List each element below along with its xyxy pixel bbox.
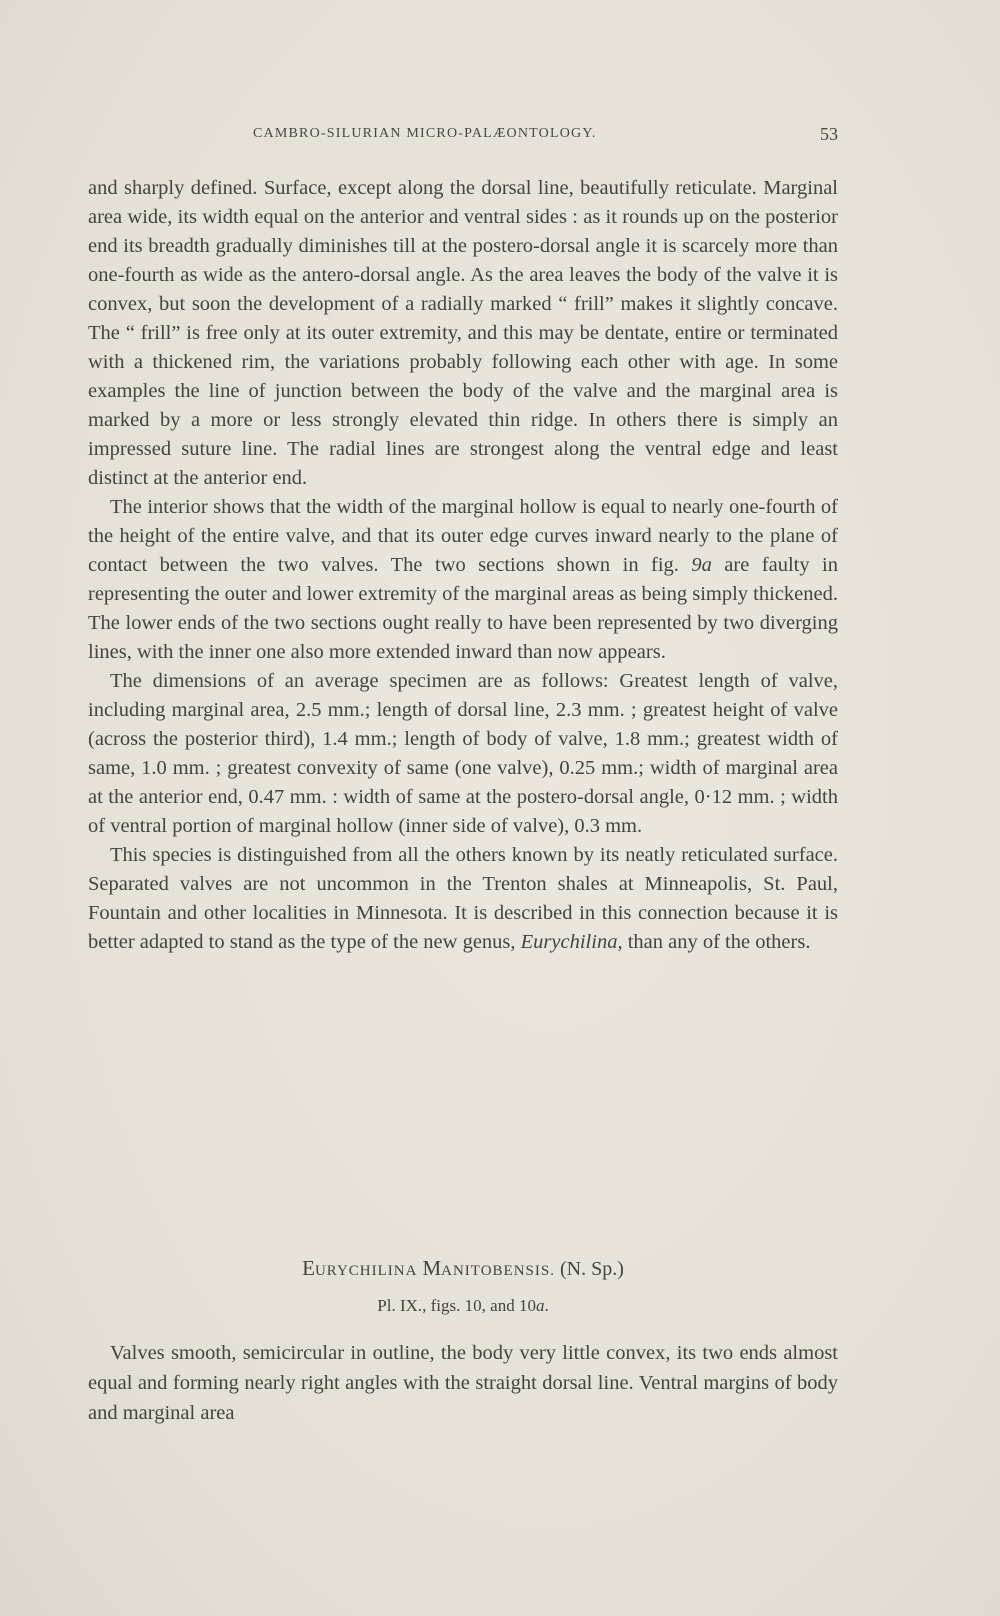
paragraph-text: than any of the others. xyxy=(622,931,811,953)
heading-smallcaps: URYCHILINA xyxy=(314,1263,418,1279)
page-number: 53 xyxy=(820,124,838,144)
paragraph-distinction xyxy=(88,841,838,957)
page-header xyxy=(88,124,838,148)
paragraph-text: are faulty in representing the outer and lower extremity of the marginal areas as being simply thickened. The lower ends of the two sections ought really to have been represented by two diverging lines, with the inner one also more extended inward than now appears. xyxy=(88,554,838,663)
species-heading xyxy=(88,1256,838,1281)
running-head: CAMBRO-SILURIAN MICRO-PALÆONTOLOGY. xyxy=(253,126,597,141)
paragraph-text: The interior shows that the width of the marginal hollow is equal to nearly one-fourth of the height of the entire valve, and that its outer edge curves inward nearly to the plane of contact between the two valves. The two sections shown in fig. xyxy=(88,496,838,576)
paragraph-continuation: and sharply defined. Surface, except along the dorsal line, beautifully reticulate. Marginal area wide, its width equal on the anterior and ventral sides : as it rounds up on the posterior end its breadth gradually diminishes till at the postero-dorsal angle it is scarcely more than one-fourth as wide as the antero-dorsal angle. As the area leaves the body of the valve it is convex, but soon the development of a radially marked “ frill” makes it slightly concave. The “ frill” is free only at its outer extremity, and this may be dentate, entire or terminated with a thickened rim, the variations probably following each other with age. In some examples the line of junction between the body of the valve and the marginal area is marked by a more or less strongly elevated thin ridge. In others there is simply an impressed suture line. The radial lines are strongest along the ventral edge and least distinct at the anterior end. xyxy=(88,177,838,489)
paragraph-dimensions: The dimensions of an average specimen are as follows: Greatest length of valve, including marginal area, 2.5 mm.; length of dorsal line, 2.3 mm. ; greatest height of valve (across the posterior third), 1.4 mm.; length of body of valve, 1.8 mm.; greatest width of same, 1.0 mm. ; greatest convexity of same (one valve), 0.25 mm.; width of marginal area at the anterior end, 0.47 mm. : width of same at the postero-dorsal angle, 0·12 mm. ; width of ventral portion of marginal hollow (inner side of valve), 0.3 mm. xyxy=(88,670,838,837)
plate-ref-text: Pl. IX., figs. 10, and 10 xyxy=(377,1296,536,1315)
plate-reference xyxy=(88,1296,838,1316)
heading-suffix: (N. Sp.) xyxy=(559,1258,624,1280)
main-text xyxy=(88,174,838,957)
species-description xyxy=(88,1338,838,1428)
figure-ref: 9a xyxy=(691,554,712,576)
plate-ref-italic: a xyxy=(535,1296,545,1315)
paragraph-interior xyxy=(88,493,838,667)
heading-initial: M xyxy=(422,1256,442,1280)
heading-initial: E xyxy=(302,1256,315,1280)
plate-ref-text: . xyxy=(544,1296,549,1315)
genus-name: Eurychilina, xyxy=(520,931,623,953)
paragraph-text: This species is distinguished from all the others known by its neatly reticulated surface. Separated valves are not uncommon in the Trenton shales at Minneapolis, St. Paul, Fountain and other localities in Minnesota. It is described in this connection because it is better adapted to stand as the type of the new genus, xyxy=(88,844,838,953)
heading-smallcaps: ANITOBENSIS. xyxy=(441,1263,555,1279)
paragraph-description: Valves smooth, semicircular in outline, the body very little convex, its two ends almost equal and forming nearly right angles with the straight dorsal line. Ventral margins of body and marginal area xyxy=(88,1342,838,1424)
